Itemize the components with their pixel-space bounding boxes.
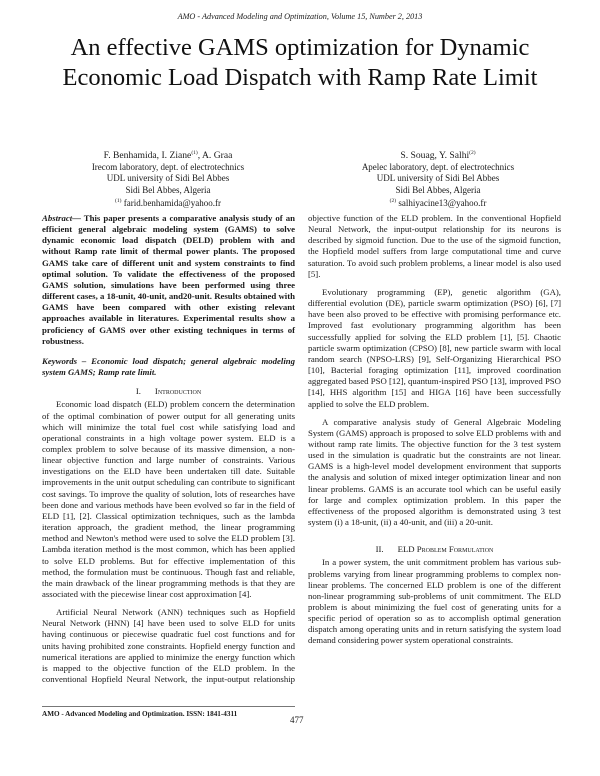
footer-journal-issn: AMO - Advanced Modeling and Optimization. ISSN: 1841-4311 <box>42 710 238 718</box>
title-line-2: Economic Load Dispatch with Ramp Rate Limit <box>62 64 538 91</box>
university: UDL university of Sidi Bel Abbes <box>376 173 500 184</box>
paragraph: Evolutionary programming (EP), genetic algorithm (GA), differential evolution (DE), particle swarm optimization (PSO) [6], [7] have been also proved to be effective with promising performance etc. Improved fast evolutionary programming algorithm has been successfully applied for solving the ELD problem [1], [5]. Chaotic particle swarm optimization (CPSO) [8], new particle swarm with local random search (NPSO-LRS) [9], Self-Organizing Hierarchical PSO [10], Bacterial foraging optimization [11], improved coordination aggregated based PSO [12], quantum-inspired PSO [13], improved PSO [14], HHS algorithm [15] and HIGA [16] have been successfully applied to solve the ELD problem. <box>308 286 561 409</box>
keywords: Keywords – Economic load dispatch; general algebraic modeling system GAMS; Ramp rate limit. <box>42 355 295 378</box>
author-names: F. Benhamida, I. Ziane$^{(1)}$, A. Graa <box>103 150 233 161</box>
running-head: AMO - Advanced Modeling and Optimization, Volume 15, Number 2, 2013 <box>177 12 423 21</box>
affiliation: Apelec laboratory, dept. of electrotechnics <box>361 162 515 172</box>
paragraph: In a power system, the unit commitment problem has various sub-problems varying from linear programming problems to complex non-linear problems. The concerned ELD problem is one of the different non-linear programming sub-problems of unit commitment. The ELD problem is about minimizing the fuel cost of generating units for a specific period of operation so as to accomplish optimal generation dispatch among operating units and in return satisfying the system load demand considering power system operational constraints. <box>308 557 561 646</box>
title-line-1: An effective GAMS optimization for Dynamic <box>70 34 530 61</box>
section-heading-introduction: I. Introduction <box>135 386 202 397</box>
affiliation: Irecom laboratory, dept. of electrotechnics <box>91 162 245 172</box>
author-block-right <box>308 147 568 210</box>
location: Sidi Bel Abbes, Algeria <box>125 184 211 195</box>
university: UDL university of Sidi Bel Abbes <box>106 173 230 184</box>
author-names: S. Souag, Y. Salhi$^{(2)}$ <box>400 150 476 161</box>
email: $^{(1)}$ farid.benhamida@yahoo.fr <box>115 198 221 209</box>
author-block-left <box>38 147 298 210</box>
paper-title <box>0 33 600 93</box>
paragraph: Artificial Neural Network (ANN) techniques such as Hopfield Neural Network (HNN) [4] have been used to solve ELD for units having continuous or piecewise quadratic fuel cost functions and for units having prohibited zone constraints. Hopfield energy function and numerical iterations are applied to minimize the energy function which is mapped to the objective function of the ELD problem. In the conventional Hopfield Neural Network, the input-output relationship <box>42 607 295 685</box>
abstract: Abstract— This paper presents a comparative analysis study of an efficient general algebraic modeling system (GAMS) to solve dynamic economic load dispatch (DELD) problem with and without Ramp rate limit of thermal power plants. The proposed GAMS take care of different unit and system constraints to find optimal solution. To validate the effectiveness of the proposed GAMS solution, simulations have been performed using three different cases, a 18-unit, 40-unit, and20-unit. Results obtained with GAMS have been compared with other existing relevant approaches available in literatures. Experimental results show a proficiency of GAMS over other existing techniques in terms of robustness. <box>42 213 295 346</box>
location: Sidi Bel Abbes, Algeria <box>395 184 481 195</box>
email: $^{(2)}$ salhiyacine13@yahoo.fr <box>389 198 487 209</box>
footer-rule <box>42 706 295 707</box>
paragraph-continued: objective function of the ELD problem. In the conventional Hopfield Neural Network, the input-output relationship for its neurons is described by sigmoid function. Due to the use of the sigmoid function, the Hopfield model suffers from large computational time and curve saturation. To avoid such problem problems, a linear model is also used [5]. <box>308 213 561 279</box>
paragraph: Economic load dispatch (ELD) problem concern the determination of the optimal combination of power output for all generating units which will minimize the total fuel cost while satisfying load and operational constraints in a high voltage power system. ELD is a complex problem to solve because of its massive dimension, a non-linear objective function and large number of constraints. Various investigations on the ELD have been undertaken till date. Suitable improvements in the unit output scheduling can contribute to significant cost savings. To improve the quality of solution, lots of researches have been done and various methods have been evolved so far in the field of ELD [1], [2]. Classical optimization techniques, such as the lambda iteration approach, the gradient method, the linear programming method and Newton's method were used to solve the ELD problem [3]. Lambda iteration method is the most common, which has been applied to solve ELD problems. But for effective implementation of this method, the formulation must be continuous. Though fast and reliable, the main drawback of the linear programming methods is that they are associated with the piecewise linear cost approximation [4]. <box>42 399 295 599</box>
page-number: 477 <box>290 715 304 725</box>
right-column <box>308 213 561 647</box>
paragraph: A comparative analysis study of General Algebraic Modeling System (GAMS) approach is proposed to solve ELD problems with and without ramp rate limits. The objective function for the 3 test system used in the simulation is quadratic but the constraints are not linear. GAMS is a high-level model development environment that supports the analysis and solution of mixed integer optimization linear and non linear problems. GAMS is an accurate tool which can be useful easily for large and complex optimization problem. In this paper the effectiveness of the proposed algorithm is demonstrated using 3 test system (i) a 18-unit, (ii) a 40-unit, and (iii) a 20-unit. <box>308 416 561 528</box>
left-column <box>42 213 295 684</box>
section-heading-eld-formulation: II. ELD Problem Formulation <box>375 544 494 555</box>
